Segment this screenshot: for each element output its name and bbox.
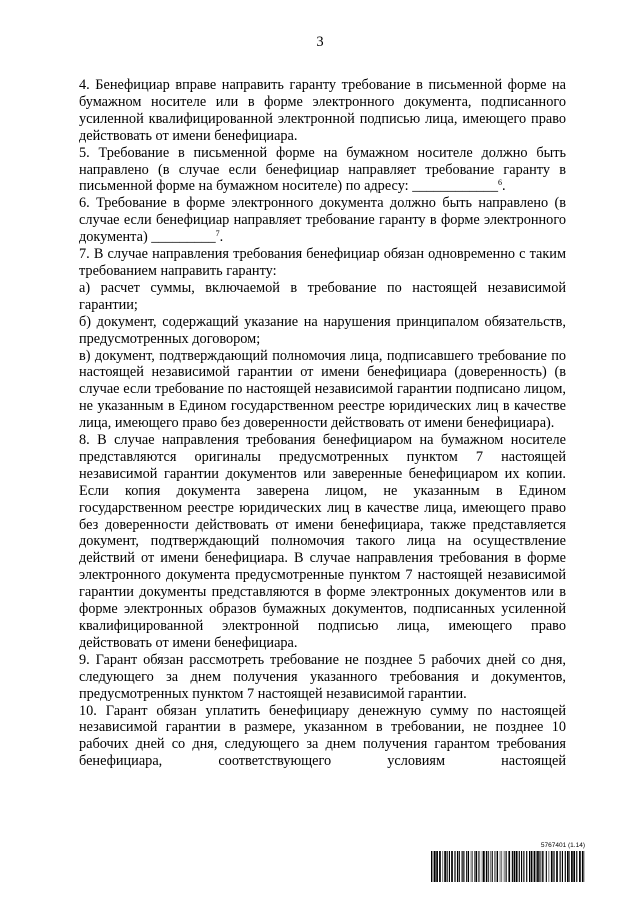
barcode-bar: [539, 851, 540, 882]
barcode-bar: [486, 851, 487, 882]
barcode-bar: [462, 851, 463, 882]
paragraph-9: 9. Гарант обязан рассмотреть требование не позднее 5 рабочих дней со дня, следующего за днем получения указанного требования и документов, предусмотренных пунктом 7 настоящей независимой гарантии.: [79, 651, 566, 702]
barcode-bar: [569, 851, 570, 882]
barcode-bar: [482, 851, 483, 882]
barcode-bar: [492, 851, 493, 882]
barcode-bar: [554, 851, 555, 882]
barcode-bar: [471, 851, 472, 882]
barcode-bar: [549, 851, 550, 882]
barcode-bar: [534, 851, 536, 882]
barcode-bar: [579, 851, 581, 882]
barcode-bar: [560, 851, 561, 882]
barcode-bar: [543, 851, 544, 882]
barcode-bar: [436, 851, 438, 882]
barcode-bar: [556, 851, 558, 882]
barcode-label: 5767401 (1.14): [540, 842, 585, 849]
barcode-bar: [529, 851, 530, 882]
barcode-bar: [449, 851, 450, 882]
barcode-bar: [504, 851, 505, 882]
barcode-bar: [576, 851, 577, 882]
barcode-bar: [480, 851, 481, 882]
barcode-bar: [531, 851, 533, 882]
barcode-bar: [523, 851, 524, 882]
barcode-bar: [444, 851, 446, 882]
barcode-bar: [526, 851, 527, 882]
barcode-bar: [502, 851, 503, 882]
page-number: 3: [316, 34, 324, 50]
barcode-bar: [431, 851, 432, 882]
barcode-bar: [443, 851, 444, 882]
barcode-bar: [490, 851, 491, 882]
paragraph-8: 8. В случае направления требования бенефициаром на бумажном носителе представляются оригиналы предусмотренных пунктом 7 настоящей независимой гарантии документов или заверенные бенефициаром их копии. Если копия документа заверена лицом, не указанным в Едином государственном реестре юридических лиц в качестве лица, имеющего право без доверенности действовать от имени бенефициара, также представляется документ, подтверждающий полномочия такого лица на осуществление действий от имени бенефициара. В случае направления требования в форме электронного документа предусмотренные пунктом 7 настоящей независимой гарантии документы представляются в форме электронных документов или в форме электронных образов бумажных документов, подписанных усиленной квалифицированной электронной подписью лица, имеющего право действовать от имени бенефициара.: [79, 432, 566, 651]
barcode-bar: [537, 851, 539, 882]
barcode-bar: [536, 851, 537, 882]
barcode-bar: [546, 851, 547, 882]
barcode-bar: [434, 851, 436, 882]
barcode-bar: [542, 851, 543, 882]
barcode-bar: [455, 851, 456, 882]
barcode-bar: [439, 851, 441, 882]
document-barcode-block: [431, 842, 585, 882]
barcode-bar: [483, 851, 485, 882]
barcode-bar: [519, 851, 520, 882]
barcode-bar: [562, 851, 563, 882]
barcode-bar: [459, 851, 460, 882]
barcode-bar: [582, 851, 584, 882]
barcode-bar: [463, 851, 464, 882]
footnote-ref-6: 6: [497, 178, 502, 188]
document-body: [79, 77, 566, 770]
paragraph-10: 10. Гарант обязан уплатить бенефициару денежную сумму по настоящей независимой гарантии в размере, указанном в требовании, не позднее 10 рабочих дней со дня, следующего за днем получения гарантом требования бенефициара, соответствующего условиям настоящей: [79, 702, 566, 770]
barcode-bar: [475, 851, 477, 882]
barcode-bar: [521, 851, 522, 882]
barcode-bar: [571, 851, 573, 882]
barcode-bar: [496, 851, 497, 882]
barcode-bar: [506, 851, 507, 882]
barcode-bar: [468, 851, 469, 882]
footnote-ref-7: 7: [215, 229, 220, 239]
barcode-bar: [451, 851, 453, 882]
barcode-bar: [474, 851, 475, 882]
barcode-bar: [497, 851, 498, 882]
barcode-bar: [573, 851, 575, 882]
barcode-bar: [488, 851, 489, 882]
paragraph-7: 7. В случае направления требования бенефициар обязан одновременно с таким требованием направить гаранту:: [79, 246, 566, 279]
barcode-bar: [500, 851, 501, 882]
barcode-bar: [551, 851, 553, 882]
barcode-bar: [516, 851, 518, 882]
barcode-bar: [553, 851, 554, 882]
barcode-bar: [454, 851, 455, 882]
barcode-bar: [495, 851, 496, 882]
barcode-bar: [514, 851, 516, 882]
barcode-bar: [567, 851, 569, 882]
barcode-bar: [433, 851, 434, 882]
paragraph-6: 6. Требование в форме электронного документа должно быть направлено (в случае если бенефициар направляет требование гаранту в форме электронного документа) _________$^7$.: [79, 195, 566, 246]
paragraph-7b: б) документ, содержащий указание на нарушения принципалом обязательств, предусмотренных договором;: [79, 313, 566, 347]
barcode-bar: [478, 851, 479, 882]
barcode-bar: [565, 851, 566, 882]
barcode-bar: [447, 851, 448, 882]
paragraph-5: 5. Требование в письменной форме на бумажном носителе должно быть направлено (в случае если бенефициар направляет требование гаранту в письменной форме на бумажном носителе) по адресу: ____________$^6$.: [79, 144, 566, 195]
barcode: [431, 851, 585, 882]
barcode-bar: [472, 851, 473, 882]
paragraph-7a: а) расчет суммы, включаемой в требование по настоящей независимой гарантии;: [79, 279, 566, 313]
barcode-bar: [512, 851, 513, 882]
barcode-bar: [457, 851, 458, 882]
barcode-bar: [508, 851, 510, 882]
paragraph-7v: в) документ, подтверждающий полномочия лица, подписавшего требование по настоящей независимой гарантии от имени бенефициара (доверенность) (в случае если требование по настоящей независимой гарантии подписано лицом, не указанным в Едином государственном реестре юридических лиц в качестве лица, имеющего право без доверенности действовать от имени бенефициара).: [79, 347, 566, 432]
barcode-bar: [466, 851, 467, 882]
paragraph-4: 4. Бенефициар вправе направить гаранту требование в письменной форме на бумажном носителе или в форме электронного документа, подписанного усиленной квалифицированной электронной подписью лица, имеющего право действовать от имени бенефициара.: [79, 77, 566, 144]
